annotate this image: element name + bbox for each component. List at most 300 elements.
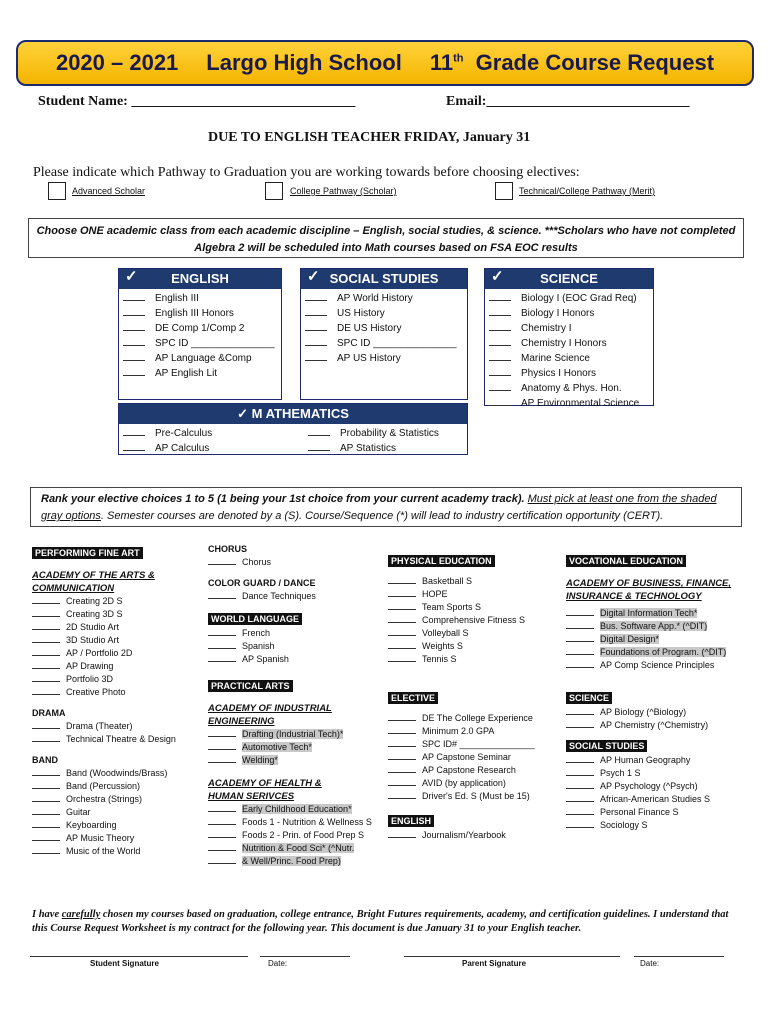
- course-label: HOPE: [422, 589, 448, 599]
- course-option[interactable]: [388, 601, 563, 614]
- school: Largo High School: [206, 50, 402, 75]
- course-option[interactable]: [566, 719, 746, 732]
- course-option[interactable]: [32, 634, 207, 647]
- science-box: [484, 268, 654, 409]
- course-label: AP Language &Comp: [155, 353, 252, 364]
- blank-line[interactable]: [308, 441, 330, 451]
- section-header: WORLD LANGUAGE: [208, 613, 302, 625]
- academy-heading: ACADEMY OF BUSINESS, FINANCE, INSURANCE & TECHNOLOGY: [566, 578, 732, 602]
- check-icon: ✓: [237, 406, 249, 421]
- course-label: AP Human Geography: [600, 755, 691, 765]
- course-option[interactable]: [32, 806, 207, 819]
- course-option[interactable]: [305, 321, 463, 336]
- blank-line[interactable]: [489, 336, 511, 346]
- blank-line[interactable]: [208, 640, 236, 649]
- course-label: Chorus: [242, 557, 272, 567]
- section-header: PERFORMING FINE ART: [32, 547, 143, 559]
- course-option[interactable]: [208, 590, 386, 603]
- course-label: AP US History: [337, 353, 401, 364]
- blank-line[interactable]: [208, 754, 236, 763]
- blank-line[interactable]: [566, 767, 594, 776]
- blank-line[interactable]: [489, 351, 511, 361]
- course-label: AP World History: [337, 293, 413, 304]
- course-option[interactable]: [32, 608, 207, 621]
- course-option[interactable]: [566, 706, 746, 719]
- blank-line[interactable]: [208, 816, 236, 825]
- blank-line[interactable]: [123, 321, 145, 331]
- grade-title: 11th Grade Course Request: [429, 50, 715, 75]
- blank-line[interactable]: [208, 842, 236, 851]
- science-header: ✓ SCIENCE: [485, 269, 653, 289]
- course-option[interactable]: [208, 741, 386, 754]
- academy-heading: ACADEMY OF THE ARTS & COMMUNICATION: [32, 570, 155, 594]
- course-label: SPC ID# _______________: [422, 739, 535, 749]
- course-label: AP English Lit: [155, 368, 218, 379]
- blank-line[interactable]: [388, 588, 416, 597]
- course-option[interactable]: [123, 426, 308, 441]
- course-option[interactable]: [208, 653, 386, 666]
- course-label: DE US History: [337, 323, 402, 334]
- blank-line[interactable]: [305, 306, 327, 316]
- course-option[interactable]: [32, 686, 207, 699]
- blank-line[interactable]: [32, 806, 60, 815]
- course-label: AP Biology (^Biology): [600, 707, 687, 717]
- blank-line[interactable]: [388, 712, 416, 721]
- course-option[interactable]: [32, 793, 207, 806]
- check-icon: ✓: [125, 268, 138, 285]
- blank-line[interactable]: [32, 845, 60, 854]
- course-option[interactable]: [388, 738, 563, 751]
- course-label: SPC ID _______________: [337, 338, 457, 349]
- blank-line[interactable]: [388, 738, 416, 747]
- blank-line[interactable]: [32, 647, 60, 656]
- course-option[interactable]: [388, 588, 563, 601]
- course-option[interactable]: [208, 855, 386, 868]
- section-heading: DRAMA: [32, 708, 66, 718]
- course-option[interactable]: [32, 733, 207, 746]
- blank-line[interactable]: [489, 306, 511, 316]
- course-label: AP Chemistry (^Chemistry): [600, 720, 709, 730]
- blank-line[interactable]: [32, 780, 60, 789]
- blank-line[interactable]: [489, 381, 511, 391]
- blank-line[interactable]: [32, 819, 60, 828]
- course-option[interactable]: [123, 351, 277, 366]
- course-label: Foundations of Program. (^DIT): [600, 647, 727, 657]
- blank-line[interactable]: [123, 351, 145, 361]
- course-label: Minimum 2.0 GPA: [422, 726, 495, 736]
- course-option[interactable]: [123, 336, 277, 351]
- course-option[interactable]: [308, 426, 439, 441]
- course-option[interactable]: [208, 803, 386, 816]
- course-label: Chemistry I Honors: [521, 338, 607, 349]
- course-label: Spanish: [242, 641, 275, 651]
- title-banner: [16, 40, 754, 86]
- course-label: Probability & Statistics: [340, 428, 439, 439]
- blank-line[interactable]: [388, 627, 416, 636]
- course-label: AP Comp Science Principles: [600, 660, 715, 670]
- blank-line[interactable]: [566, 819, 594, 828]
- blank-line[interactable]: [388, 725, 416, 734]
- blank-line[interactable]: [208, 556, 236, 565]
- course-option[interactable]: [566, 806, 746, 819]
- course-option[interactable]: [32, 767, 207, 780]
- parent-signature-line[interactable]: [404, 956, 620, 957]
- blank-line[interactable]: [388, 640, 416, 649]
- course-option[interactable]: [388, 829, 563, 842]
- course-option[interactable]: [208, 556, 386, 569]
- blank-line[interactable]: [123, 291, 145, 301]
- math-header: ✓ M ATHEMATICS: [119, 404, 467, 424]
- course-label: 2D Studio Art: [66, 622, 120, 632]
- course-option[interactable]: [208, 829, 386, 842]
- section-header: PRACTICAL ARTS: [208, 680, 293, 692]
- course-label: Volleyball S: [422, 628, 469, 638]
- course-label: Anatomy & Phys. Hon.: [521, 383, 622, 394]
- course-label: Biology I Honors: [521, 308, 595, 319]
- blank-line[interactable]: [388, 614, 416, 623]
- course-option[interactable]: [208, 728, 386, 741]
- pathway-label: Advanced Scholar: [72, 186, 146, 196]
- course-label: Foods 1 - Nutrition & Wellness S: [242, 817, 372, 827]
- section-header: SCIENCE: [566, 692, 612, 704]
- course-option[interactable]: [123, 441, 308, 456]
- blank-line[interactable]: [305, 336, 327, 346]
- course-label: Drafting (Industrial Tech)*: [242, 729, 344, 739]
- course-option[interactable]: [388, 653, 563, 666]
- course-label: Welding*: [242, 755, 278, 765]
- blank-line[interactable]: [32, 595, 60, 604]
- course-label: Band (Percussion): [66, 781, 141, 791]
- course-label: AP Statistics: [340, 443, 396, 454]
- course-label: Orchestra (Strings): [66, 794, 143, 804]
- blank-line[interactable]: [32, 634, 60, 643]
- academic-instructions: Choose ONE academic class from each academic discipline – English, social studies, & science. ***Scholars who have not completed Algebra 2 will be scheduled into Math courses based on FSA EOC results: [28, 218, 744, 258]
- course-label: AVID (by application): [422, 778, 506, 788]
- course-label: DE Comp 1/Comp 2: [155, 323, 245, 334]
- course-label: Sociology S: [600, 820, 648, 830]
- blank-line[interactable]: [308, 426, 330, 436]
- student-signature-label: Student Signature: [90, 959, 159, 968]
- section-header: ENGLISH: [388, 815, 434, 827]
- course-label: Nutrition & Food Sci* (^Nutr.: [242, 843, 355, 853]
- blank-line[interactable]: [123, 426, 145, 436]
- social-studies-box: [300, 268, 468, 400]
- date-line[interactable]: [260, 956, 350, 957]
- course-label: US History: [337, 308, 385, 319]
- math-box: [118, 403, 468, 455]
- course-option[interactable]: [388, 640, 563, 653]
- pathway-checkbox-technical[interactable]: [495, 182, 513, 200]
- blank-line[interactable]: [123, 336, 145, 346]
- course-option[interactable]: [566, 780, 746, 793]
- course-label: 3D Studio Art: [66, 635, 120, 645]
- course-label: Tennis S: [422, 654, 457, 664]
- course-label: Personal Finance S: [600, 807, 679, 817]
- course-label: Weights S: [422, 641, 463, 651]
- blank-line[interactable]: [489, 291, 511, 301]
- check-icon: ✓: [307, 268, 320, 285]
- course-label: African-American Studies S: [600, 794, 711, 804]
- course-option[interactable]: [32, 595, 207, 608]
- course-option[interactable]: [388, 627, 563, 640]
- blank-line[interactable]: [566, 793, 594, 802]
- blank-line[interactable]: [566, 719, 594, 728]
- course-option[interactable]: [388, 614, 563, 627]
- course-label: Automotive Tech*: [242, 742, 312, 752]
- email-field[interactable]: Email:_____________________________: [446, 94, 690, 109]
- agreement-text: I have carefully chosen my courses based on graduation, college entrance, Bright Futures requirements, academy, and certification guidelines. I understand that this Course Request Worksheet is my contract for the following year. This document is due January 31 to your English teacher.: [32, 909, 729, 934]
- blank-line[interactable]: [32, 608, 60, 617]
- student-name-field[interactable]: Student Name: ________________________________: [38, 94, 356, 109]
- course-option[interactable]: [32, 845, 207, 858]
- course-label: Basketball S: [422, 576, 473, 586]
- course-label: AP Calculus: [155, 443, 210, 454]
- course-option[interactable]: [566, 754, 746, 767]
- course-option[interactable]: [566, 659, 746, 672]
- course-label: Digital Information Tech*: [600, 608, 698, 618]
- year: 2020 – 2021: [55, 50, 179, 75]
- section-heading: BAND: [32, 755, 58, 765]
- academy-heading: ACADEMY OF INDUSTRIAL ENGINEERING: [208, 703, 332, 727]
- course-option[interactable]: [566, 620, 746, 633]
- blank-line[interactable]: [388, 790, 416, 799]
- course-option[interactable]: [305, 306, 463, 321]
- course-label: AP Drawing: [66, 661, 114, 671]
- pathway-prompt: Please indicate which Pathway to Graduation you are working towards before choosing electives:: [33, 165, 580, 180]
- blank-line[interactable]: [388, 777, 416, 786]
- blank-line[interactable]: [208, 803, 236, 812]
- pathway-checkbox-advanced[interactable]: [48, 182, 66, 200]
- blank-line[interactable]: [32, 686, 60, 695]
- date-label: Date:: [268, 959, 288, 968]
- course-label: Digital Design*: [600, 634, 660, 644]
- course-label: Keyboarding: [66, 820, 117, 830]
- course-option[interactable]: [489, 381, 649, 396]
- course-option[interactable]: [123, 306, 277, 321]
- check-icon: ✓: [491, 268, 504, 285]
- course-option[interactable]: [566, 646, 746, 659]
- course-option[interactable]: [305, 291, 463, 306]
- course-label: Team Sports S: [422, 602, 482, 612]
- course-option[interactable]: [308, 441, 439, 456]
- course-option[interactable]: [489, 351, 649, 366]
- course-option[interactable]: [566, 767, 746, 780]
- course-label: English III: [155, 293, 199, 304]
- course-label: Comprehensive Fitness S: [422, 615, 526, 625]
- blank-line[interactable]: [489, 396, 511, 406]
- due-notice: DUE TO ENGLISH TEACHER FRIDAY, January 31: [208, 130, 531, 145]
- course-label: Chemistry I: [521, 323, 572, 334]
- course-label: Journalism/Yearbook: [422, 830, 506, 840]
- course-label: Dance Techniques: [242, 591, 316, 601]
- course-label: DE The College Experience: [422, 713, 533, 723]
- course-label: & Well/Princ. Food Prep): [242, 856, 341, 866]
- course-option[interactable]: [32, 780, 207, 793]
- course-label: Drama (Theater): [66, 721, 133, 731]
- course-option[interactable]: [388, 575, 563, 588]
- course-label: English III Honors: [155, 308, 234, 319]
- course-label: AP Capstone Research: [422, 765, 516, 775]
- course-label: Pre-Calculus: [155, 428, 213, 439]
- course-option[interactable]: [566, 633, 746, 646]
- course-option[interactable]: [32, 647, 207, 660]
- rank-instructions: Rank your elective choices 1 to 5 (1 being your 1st choice from your current academy track). Must pick at least one from the shaded gray options. Semester courses are denoted by a (S). Course/Sequence (*) will lead to industry certification opportunity (CERT).: [30, 487, 742, 527]
- course-option[interactable]: [489, 396, 649, 411]
- course-label: AP / Portfolio 2D: [66, 648, 133, 658]
- course-option[interactable]: [32, 832, 207, 845]
- section-header: SOCIAL STUDIES: [566, 740, 647, 752]
- course-option[interactable]: [208, 816, 386, 829]
- course-label: Technical Theatre & Design: [66, 734, 176, 744]
- course-label: Physics I Honors: [521, 368, 597, 379]
- pathway-checkbox-college[interactable]: [265, 182, 283, 200]
- social-studies-header: ✓ SOCIAL STUDIES: [301, 269, 467, 289]
- course-option[interactable]: [566, 819, 746, 832]
- blank-line[interactable]: [388, 601, 416, 610]
- course-label: Early Childhood Education*: [242, 804, 352, 814]
- section-header: ELECTIVE: [388, 692, 438, 704]
- course-option[interactable]: [388, 790, 563, 803]
- column-arts: [32, 543, 207, 858]
- blank-line[interactable]: [208, 728, 236, 737]
- blank-line[interactable]: [32, 832, 60, 841]
- blank-line[interactable]: [489, 321, 511, 331]
- blank-line[interactable]: [388, 751, 416, 760]
- blank-line[interactable]: [123, 366, 145, 376]
- blank-line[interactable]: [566, 646, 594, 655]
- blank-line[interactable]: [123, 306, 145, 316]
- course-option[interactable]: [208, 640, 386, 653]
- pathway-label: Technical/College Pathway (Merit): [519, 186, 656, 196]
- section-header: VOCATIONAL EDUCATION: [566, 555, 686, 567]
- course-option[interactable]: [388, 764, 563, 777]
- blank-line[interactable]: [566, 633, 594, 642]
- course-option[interactable]: [123, 366, 277, 381]
- course-option[interactable]: [305, 351, 463, 366]
- course-option[interactable]: [305, 336, 463, 351]
- column-electives-2: [208, 543, 386, 868]
- course-label: Creating 3D S: [66, 609, 123, 619]
- course-label: Music of the World: [66, 846, 141, 856]
- blank-line[interactable]: [305, 351, 327, 361]
- course-label: AP Psychology (^Psych): [600, 781, 698, 791]
- course-label: AP Spanish: [242, 654, 289, 664]
- section-header: PHYSICAL EDUCATION: [388, 555, 495, 567]
- course-option[interactable]: [388, 777, 563, 790]
- course-label: Guitar: [66, 807, 91, 817]
- course-label: Marine Science: [521, 353, 590, 364]
- course-option[interactable]: [32, 660, 207, 673]
- blank-line[interactable]: [32, 733, 60, 742]
- blank-line[interactable]: [489, 366, 511, 376]
- blank-line[interactable]: [208, 741, 236, 750]
- blank-line[interactable]: [208, 653, 236, 662]
- academy-heading: ACADEMY OF HEALTH & HUMAN SERIVCES: [208, 778, 322, 802]
- course-option[interactable]: [208, 627, 386, 640]
- course-option[interactable]: [123, 321, 277, 336]
- course-label: AP Capstone Seminar: [422, 752, 511, 762]
- blank-line[interactable]: [566, 806, 594, 815]
- course-label: Portfolio 3D: [66, 674, 114, 684]
- course-label: Band (Woodwinds/Brass): [66, 768, 168, 778]
- blank-line[interactable]: [123, 441, 145, 451]
- date-line[interactable]: [634, 956, 724, 957]
- blank-line[interactable]: [566, 780, 594, 789]
- english-header: ✓ ENGLISH: [119, 269, 281, 289]
- course-option[interactable]: [32, 720, 207, 733]
- blank-line[interactable]: [32, 793, 60, 802]
- course-label: Driver's Ed. S (Must be 15): [422, 791, 530, 801]
- course-label: SPC ID _______________: [155, 338, 275, 349]
- section-heading: CHORUS: [208, 544, 248, 554]
- course-option[interactable]: [489, 336, 649, 351]
- blank-line[interactable]: [208, 627, 236, 636]
- course-option[interactable]: [489, 366, 649, 381]
- student-signature-line[interactable]: [30, 956, 248, 957]
- course-option[interactable]: [388, 725, 563, 738]
- blank-line[interactable]: [388, 653, 416, 662]
- parent-signature-label: Parent Signature: [462, 959, 527, 968]
- blank-line[interactable]: [208, 590, 236, 599]
- course-option[interactable]: [566, 793, 746, 806]
- blank-line[interactable]: [32, 621, 60, 630]
- blank-line[interactable]: [388, 829, 416, 838]
- course-option[interactable]: [489, 321, 649, 336]
- course-label: Creative Photo: [66, 687, 126, 697]
- course-label: AP Environmental Science: [521, 398, 640, 409]
- blank-line[interactable]: [388, 764, 416, 773]
- section-heading: COLOR GUARD / DANCE: [208, 578, 316, 588]
- blank-line[interactable]: [32, 660, 60, 669]
- blank-line[interactable]: [208, 829, 236, 838]
- course-label: Foods 2 - Prin. of Food Prep S: [242, 830, 365, 840]
- column-electives-4: [566, 551, 746, 832]
- blank-line[interactable]: [32, 720, 60, 729]
- course-option[interactable]: [489, 306, 649, 321]
- blank-line[interactable]: [305, 291, 327, 301]
- course-option[interactable]: [208, 842, 386, 855]
- blank-line[interactable]: [566, 620, 594, 629]
- course-option[interactable]: [489, 291, 649, 306]
- blank-line[interactable]: [566, 706, 594, 715]
- blank-line[interactable]: [566, 659, 594, 668]
- english-box: [118, 268, 282, 400]
- blank-line[interactable]: [388, 575, 416, 584]
- blank-line[interactable]: [32, 673, 60, 682]
- blank-line[interactable]: [566, 754, 594, 763]
- course-option[interactable]: [388, 751, 563, 764]
- course-label: Psych 1 S: [600, 768, 641, 778]
- course-option[interactable]: [566, 607, 746, 620]
- course-label: AP Music Theory: [66, 833, 135, 843]
- blank-line[interactable]: [566, 607, 594, 616]
- course-option[interactable]: [32, 621, 207, 634]
- course-option[interactable]: [123, 291, 277, 306]
- course-label: Biology I (EOC Grad Req): [521, 293, 637, 304]
- course-option[interactable]: [32, 819, 207, 832]
- course-label: French: [242, 628, 271, 638]
- date-label: Date:: [640, 959, 660, 968]
- blank-line[interactable]: [208, 855, 236, 864]
- course-option[interactable]: [208, 754, 386, 767]
- blank-line[interactable]: [32, 767, 60, 776]
- blank-line[interactable]: [305, 321, 327, 331]
- course-option[interactable]: [388, 712, 563, 725]
- course-label: Bus. Software App.* (^DIT): [600, 621, 708, 631]
- course-option[interactable]: [32, 673, 207, 686]
- column-electives-3: [388, 551, 563, 842]
- pathway-label: College Pathway (Scholar): [290, 186, 397, 196]
